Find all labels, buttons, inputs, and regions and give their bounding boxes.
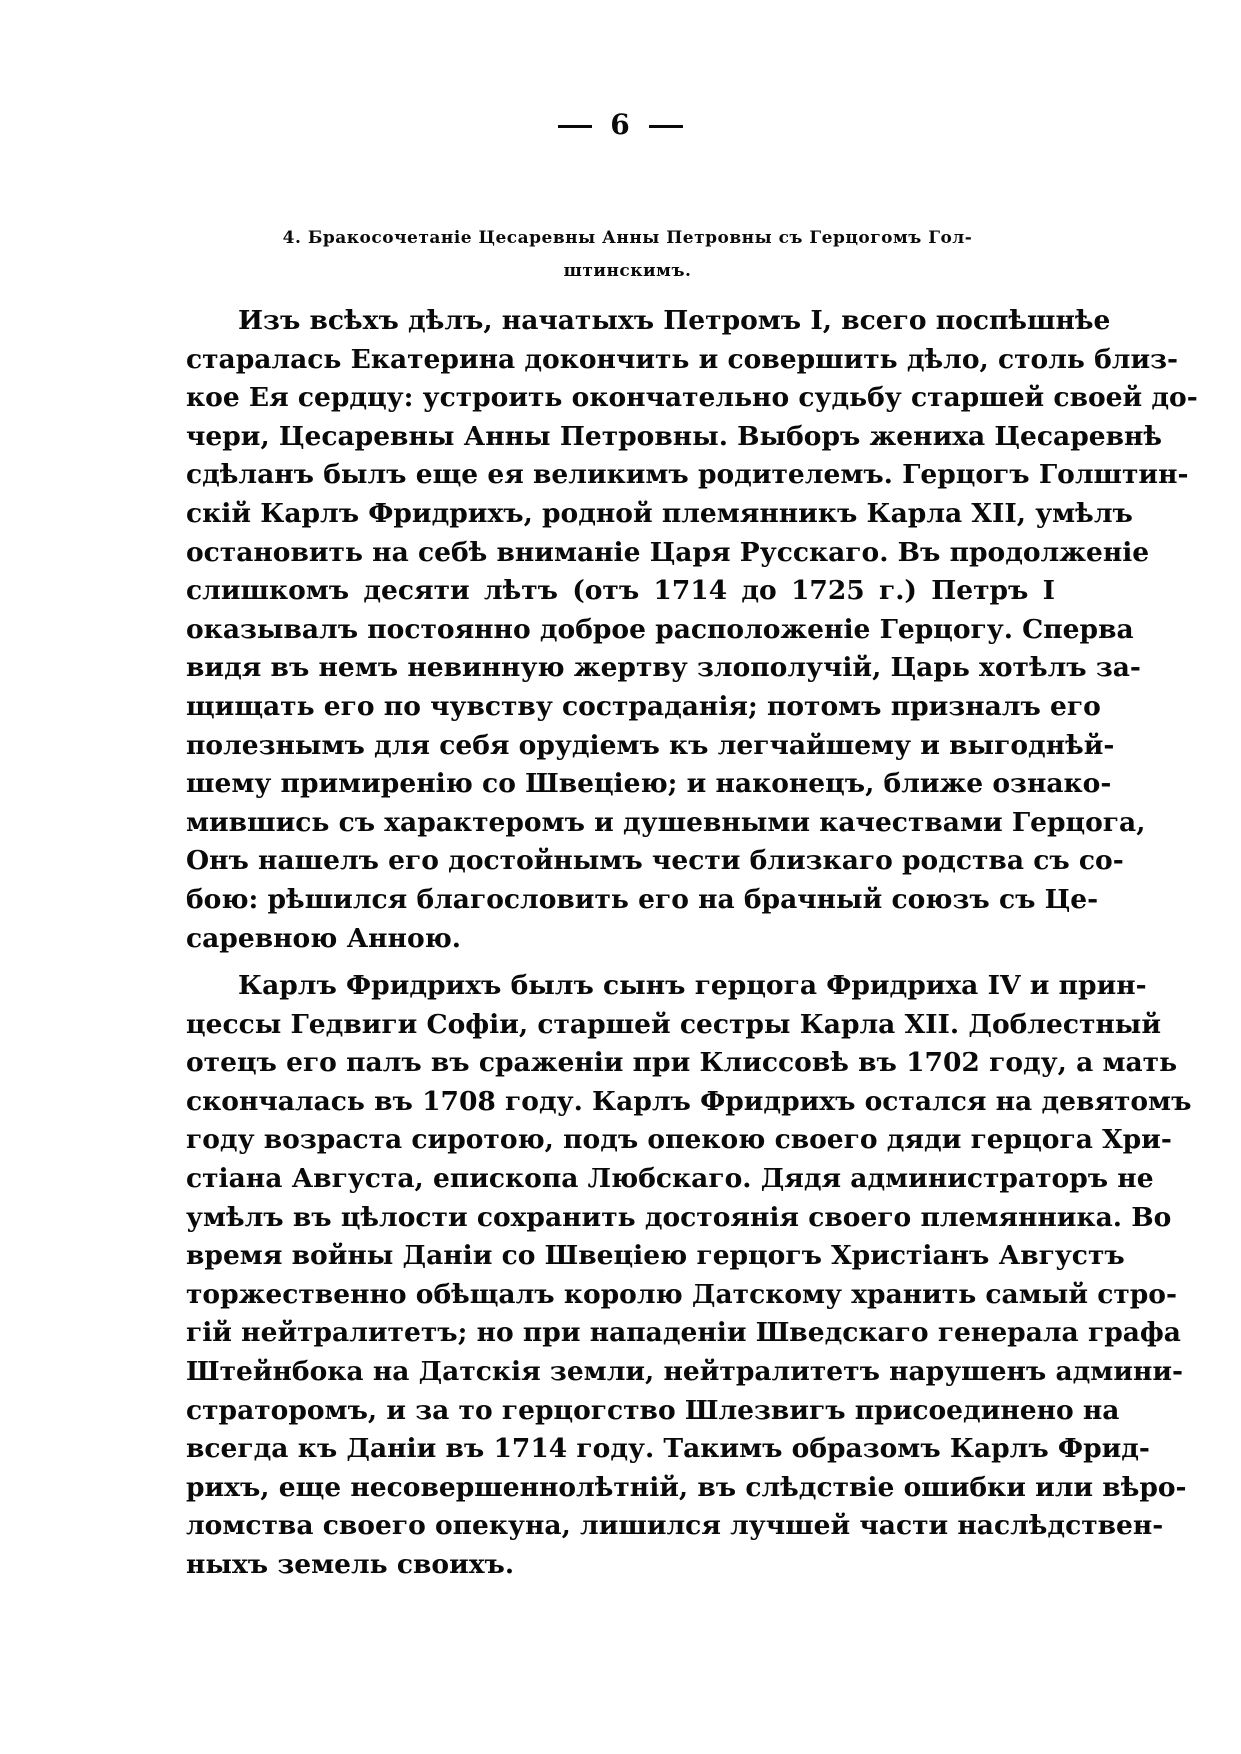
text-line: стіана Августа, епископа Любскаго. Дядя администраторъ не xyxy=(186,1163,1154,1195)
text-line: ломства своего опекуна, лишился лучшей части наслѣдствен- xyxy=(186,1510,1164,1542)
text-line: видя въ немъ невинную жертву злополучій, Царь хотѣлъ за- xyxy=(186,652,1141,684)
paragraph-1 xyxy=(186,302,1198,958)
text-line: время войны Даніи со Швеціею герцогъ Христіанъ Августъ xyxy=(186,1240,1125,1272)
text-line: рихъ, еще несовершеннолѣтній, въ слѣдствіе ошибки или вѣро- xyxy=(186,1471,1187,1503)
text-line: скій Карлъ Фридрихъ, родной племянникъ Карла XII, умѣлъ xyxy=(186,497,1133,529)
text-line: Штейнбока на Датскія земли, нейтралитетъ нарушенъ админи- xyxy=(186,1356,1184,1388)
page-number xyxy=(0,108,1241,141)
text-line: чери, Цесаревны Анны Петровны. Выборъ жениха Цесаревнѣ xyxy=(186,420,1163,452)
body-text xyxy=(186,302,1198,1585)
text-line: Онъ нашелъ его достойнымъ чести близкаго родства съ со- xyxy=(186,845,1124,877)
text-line: скончалась въ 1708 году. Карлъ Фридрихъ остался на девятомъ xyxy=(186,1085,1192,1117)
text-line: слишкомъ десяти лѣтъ (отъ 1714 до 1725 г.) Петръ I xyxy=(186,575,1055,607)
section-heading-line: штинскимъ. xyxy=(563,261,692,281)
text-line: гій нейтралитетъ; но при нападеніи Шведскаго генерала графа xyxy=(186,1317,1181,1349)
text-line: оказывалъ постоянно доброе расположеніе Герцогу. Сперва xyxy=(186,613,1134,645)
paragraph-2 xyxy=(186,967,1192,1585)
text-line: Изъ всѣхъ дѣлъ, начатыхъ Петромъ I, всего поспѣшнѣе xyxy=(238,305,1111,336)
text-line: шему примиренію со Швеціею; и наконецъ, ближе ознако- xyxy=(186,768,1112,800)
page-number-value: 6 xyxy=(610,108,631,141)
text-line: остановить на себѣ вниманіе Царя Русскаго. Въ продолженіе xyxy=(186,536,1150,568)
text-line: кое Ея сердцу: устроить окончательно судьбу старшей своей до- xyxy=(186,382,1198,414)
text-line: старалась Екатерина докончить и совершить дѣло, столь близ- xyxy=(186,343,1179,375)
text-line: всегда къ Даніи въ 1714 году. Такимъ образомъ Карлъ Фрид- xyxy=(186,1433,1150,1465)
text-line: умѣлъ въ цѣлости сохранить достоянія своего племянника. Во xyxy=(186,1201,1172,1233)
text-line: цессы Гедвиги Софіи, старшей сестры Карла XII. Доблестный xyxy=(186,1008,1162,1040)
text-line: отецъ его палъ въ сраженіи при Клиссовѣ въ 1702 году, а мать xyxy=(186,1047,1178,1079)
text-line: бою: рѣшился благословить его на брачный союзъ съ Це- xyxy=(186,883,1099,915)
text-line: полезнымъ для себя орудіемъ къ легчайшему и выгоднѣй- xyxy=(186,729,1115,761)
text-line: саревною Анною. xyxy=(186,922,462,954)
text-line: щищать его по чувству состраданія; потомъ призналъ его xyxy=(186,690,1101,722)
left-dash xyxy=(558,125,592,128)
text-line: году возраста сиротою, подъ опекою своего дяди герцога Хри- xyxy=(186,1124,1172,1156)
right-dash xyxy=(649,125,683,128)
text-line: торжественно обѣщалъ королю Датскому хранить самый стро- xyxy=(186,1278,1177,1310)
text-line: страторомъ, и за то герцогство Шлезвигъ присоединено на xyxy=(186,1394,1120,1426)
section-heading-line: 4. Бракосочетаніе Цесаревны Анны Петровны съ Герцогомъ Гол- xyxy=(282,228,973,248)
text-line: ныхъ земель своихъ. xyxy=(186,1549,515,1580)
text-line: Карлъ Фридрихъ былъ сынъ герцога Фридриха IV и прин- xyxy=(238,970,1147,1002)
text-line: мившись съ характеромъ и душевными качествами Герцога, xyxy=(186,806,1146,838)
section-heading xyxy=(200,222,1055,288)
text-line: сдѣланъ былъ еще ея великимъ родителемъ. Герцогъ Голштин- xyxy=(186,459,1189,491)
